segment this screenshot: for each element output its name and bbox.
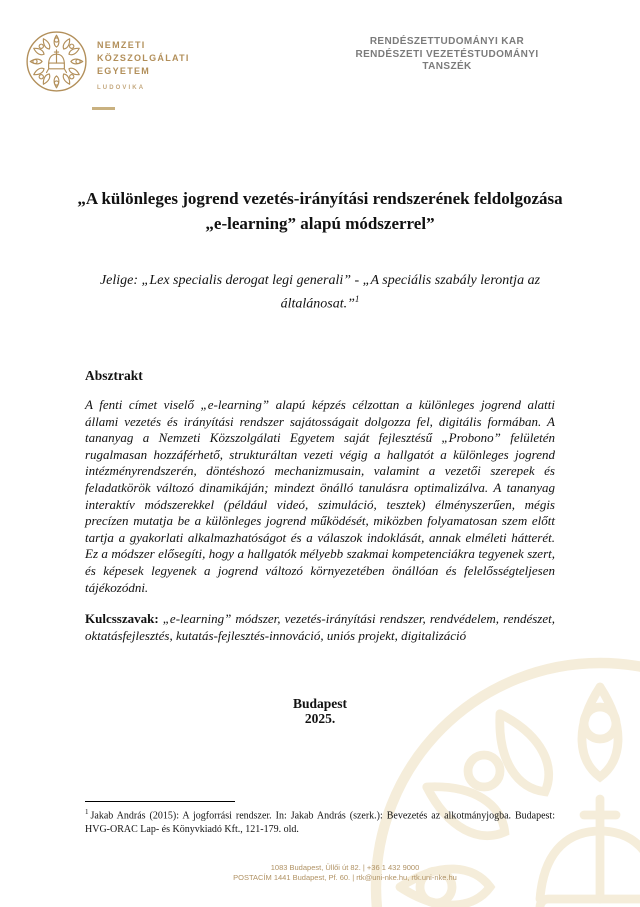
imprint-city: Budapest xyxy=(292,696,348,711)
keywords-text: „e-learning” módszer, vezetés-irányítási rendszer, rendvédelem, rendészet, oktatásfejlesztés, kutatás-fejlesztés-innováció, uniós projekt, digitalizáció xyxy=(85,611,555,643)
footnote-section xyxy=(85,801,555,836)
motto-line xyxy=(80,271,560,314)
footnote-reference: 1 xyxy=(354,294,360,304)
footnote-separator-rule xyxy=(85,801,235,802)
motto-text: Jelige: „Lex specialis derogat legi generali” - „A speciális szabály lerontja az általánosat.” xyxy=(99,273,541,312)
abstract-section xyxy=(85,368,555,657)
keywords-separator: : xyxy=(154,611,159,627)
contact-footer xyxy=(60,863,630,882)
footnote-text xyxy=(85,806,555,836)
keywords-label: Kulcsszavak xyxy=(85,611,155,627)
university-seal-icon xyxy=(25,30,88,93)
university-name-line: KÖZSZOLGÁLATI xyxy=(97,53,190,63)
imprint-year: 2025. xyxy=(304,711,336,726)
department-line: TANSZÉK xyxy=(422,61,472,72)
department-line: RENDÉSZETI VEZETÉSTUDOMÁNYI xyxy=(355,48,539,60)
university-name xyxy=(97,30,190,95)
university-subtitle: LUDOVIKA xyxy=(97,85,146,91)
department-block xyxy=(337,36,557,74)
abstract-body: A fenti címet viselő „e-learning” alapú képzés célzottan a különleges jogrend alatti állami vezetés és irányítási rendszer sajátosságait dolgozza fel, digitális formában. A tananyag a Nemzeti Közszolgálati Egyetem saját fejlesztésű „Probono” felületén rugalmasan hozzáférhető, strukturáltan vezeti végig a hallgatót a különleges jogrend intézményrendszerén, döntéshozó mechanizmusain, valamint a vezetői szerepek és feladatkörök változó dinamikáján; mindezt önálló tanulásra optimalizálva. A tananyag interaktív módszerekkel (például videó, szimuláció, tesztek) élményszerűen, mégis precízen mutatja be a különleges jogrend működését, miközben folyamatosan szem előtt tartja a gyakorlati alkalmazhatóságot és a válaszok indoklását, annak elméleti hátterét. Ez a módszer elősegíti, hogy a hallgatók mélyebb szakmai kompetenciákra tegyenek szert, és képesek legyenek a jogrend változó környezetében önállóan és felelősségteljesen tájékozódni. xyxy=(85,397,555,595)
keywords-line xyxy=(85,611,555,644)
footer-address-line: 1083 Budapest, Üllői út 82. | +36 1 432 9000 xyxy=(270,863,420,872)
footnote-marker: 1 xyxy=(85,808,89,816)
imprint xyxy=(0,696,640,726)
abstract-heading: Absztrakt xyxy=(85,368,143,383)
footnote-citation: Jakab András (2015): A jogforrási rendszer. In: Jakab András (szerk.): Bevezetés az alkotmányjogba. Budapest: HVG-ORAC Lap- és Könyvkiadó Kft., 121-179. old. xyxy=(85,810,555,835)
department-line: RENDÉSZETTUDOMÁNYI KAR xyxy=(369,36,525,47)
university-name-line: EGYETEM xyxy=(97,66,151,76)
paper-title: „A különleges jogrend vezetés-irányítási rendszerének feldolgozása „e-learning” alapú módszerrel” xyxy=(77,189,563,233)
footer-postal-line: POSTACÍM 1441 Budapest, Pf. 60. | rtk@uni-nke.hu, rtk.uni-nke.hu xyxy=(233,872,457,882)
university-name-line: NEMZETI xyxy=(97,40,146,50)
gold-divider-dash xyxy=(92,107,115,110)
university-logo xyxy=(25,30,190,95)
